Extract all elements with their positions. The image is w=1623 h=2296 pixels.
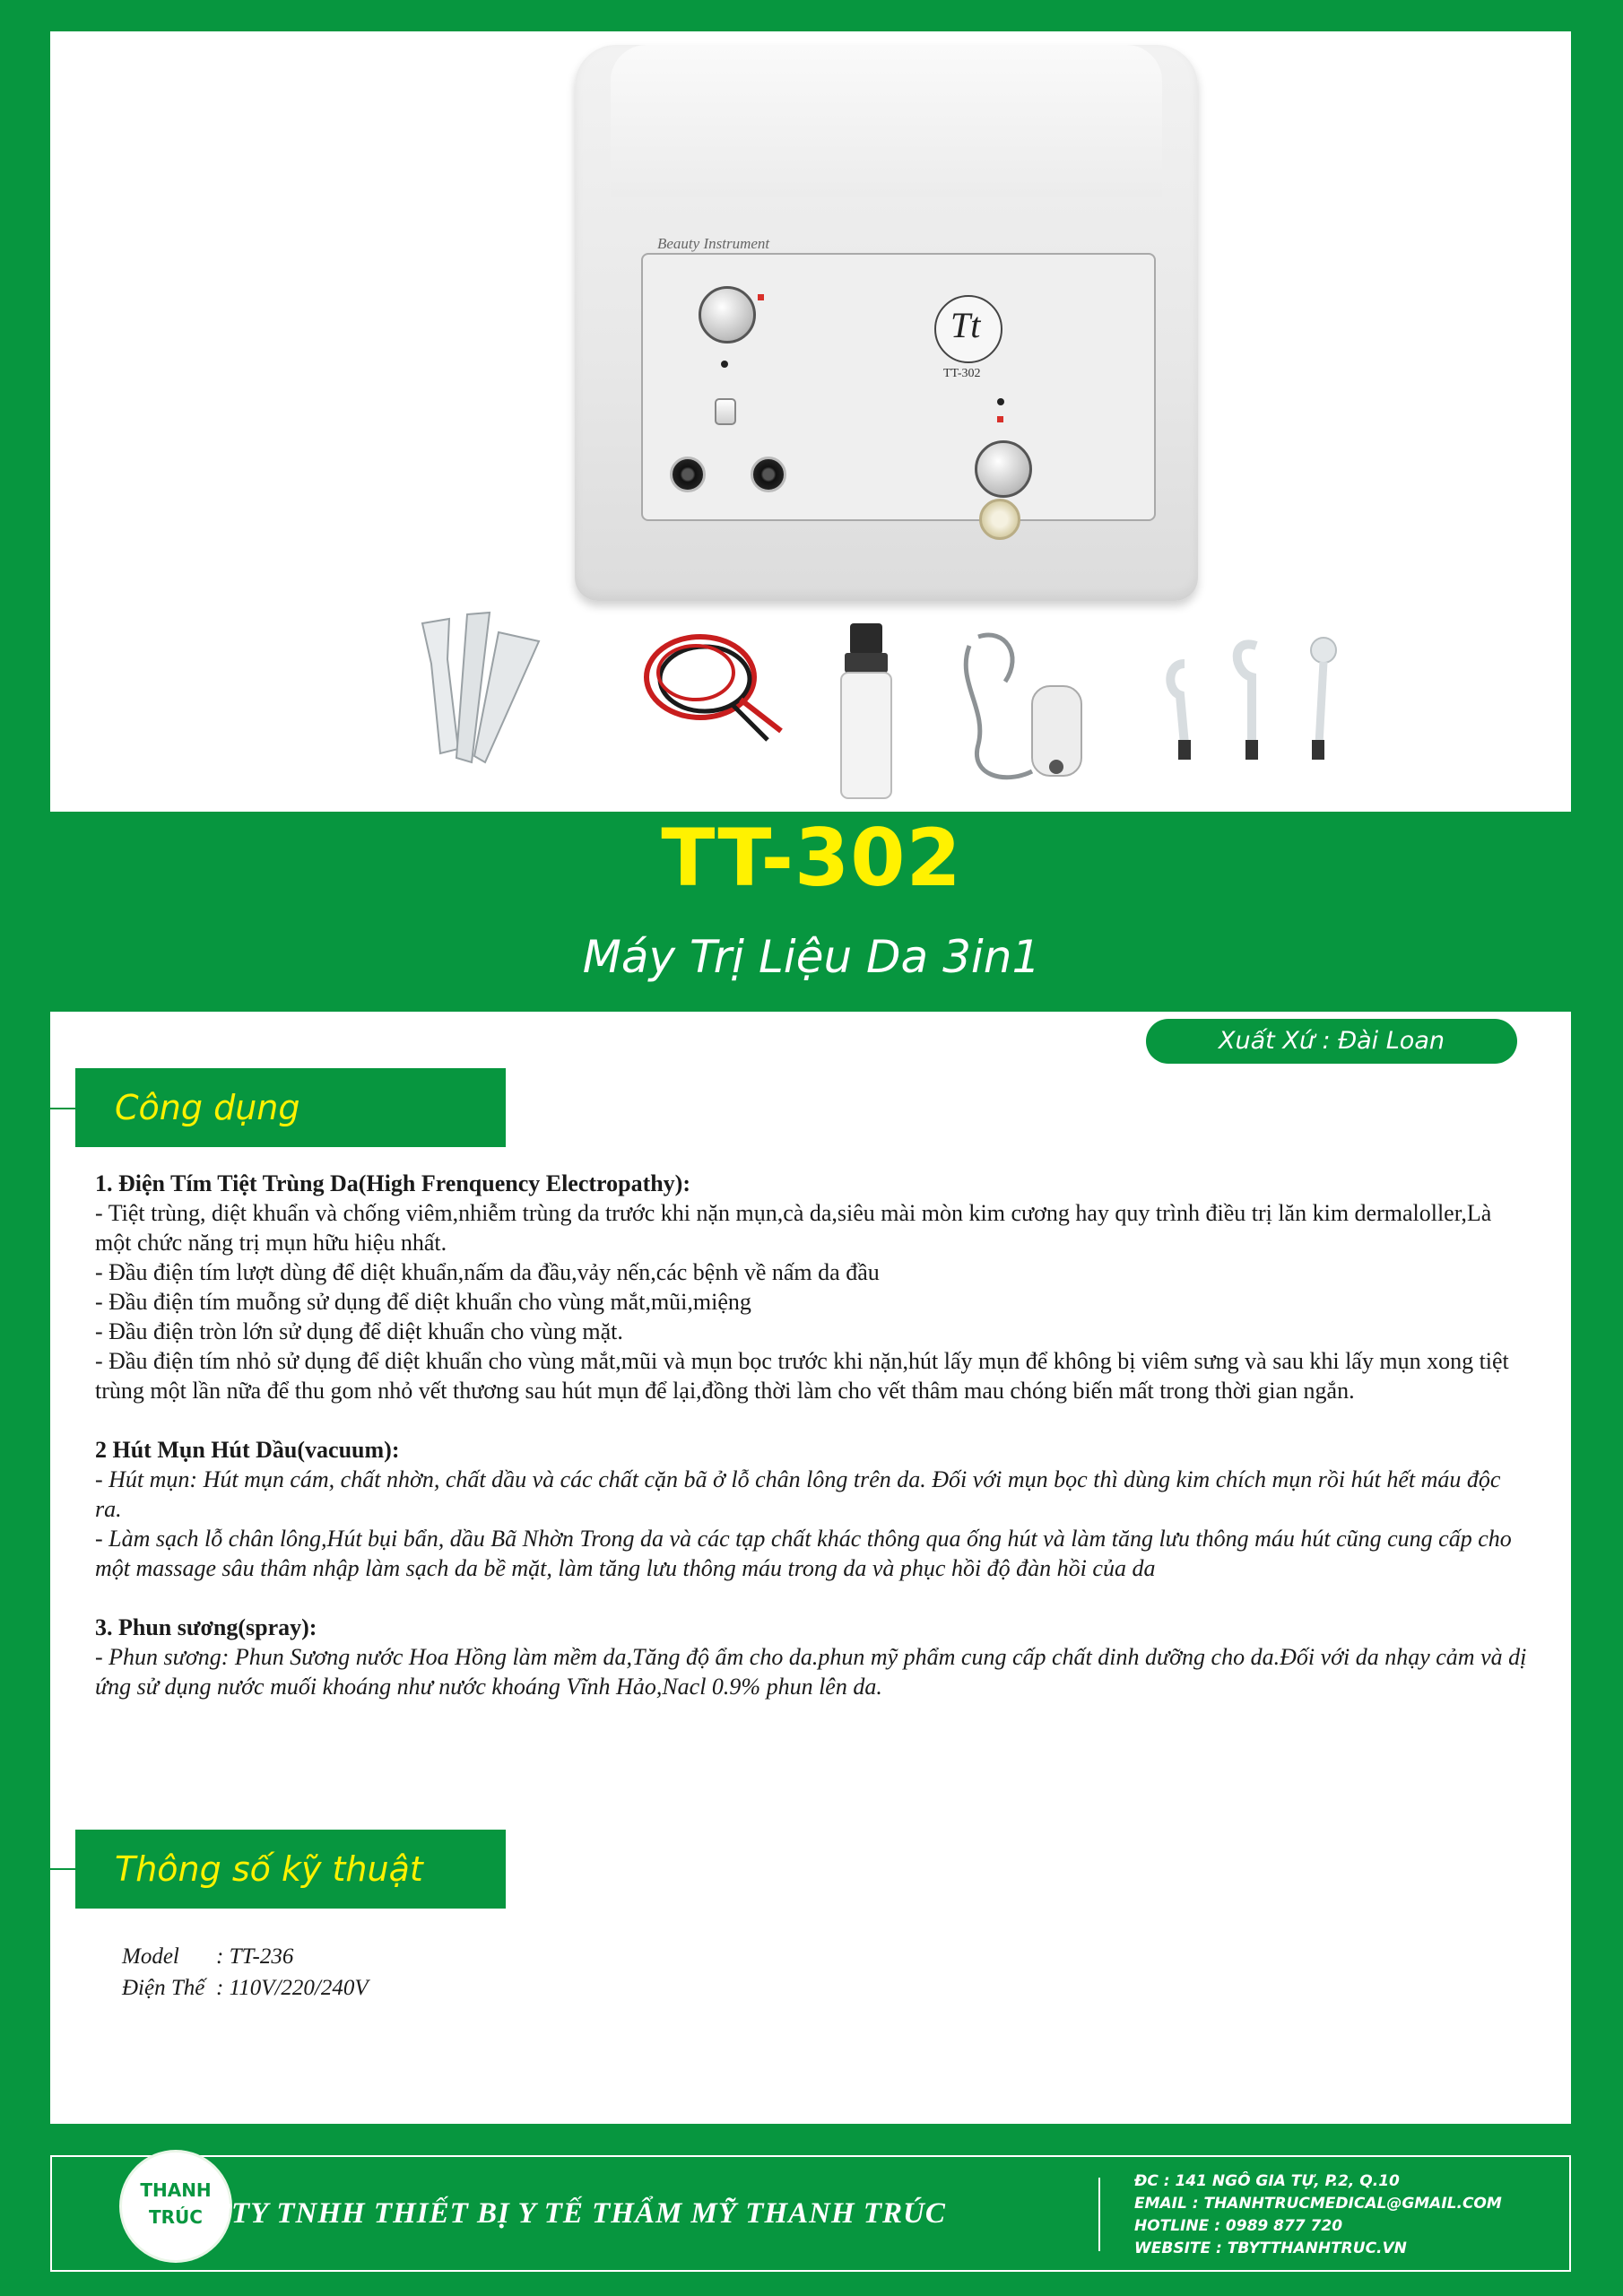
- spec-model-label: Model: [122, 1944, 179, 1969]
- spec-model-row: [122, 1944, 293, 1970]
- use-2-line: - Làm sạch lỗ chân lông,Hút bụi bẩn, dầu Bã Nhờn Trong da và các tạp chất khác thông qua ống hút và làm tăng lưu thông máu hút cũng cung cấp cho một massage sâu thâm nhập làm sạch da bề mặt, làm tăng lưu thông máu trong da và phục hồi độ đàn hồi của da: [95, 1526, 1512, 1581]
- spec-voltage-value: : 110V/220/240V: [216, 1976, 369, 2000]
- intensity-knob-right: [975, 440, 1032, 498]
- glass-electrodes-icon: [404, 605, 552, 771]
- use-3-title: 3. Phun sương(spray):: [95, 1614, 317, 1640]
- logo-line-1: THANH: [140, 2179, 212, 2201]
- product-code-title: TT-302: [661, 812, 962, 904]
- device-illustration: [575, 45, 1198, 601]
- product-photo-panel: [50, 31, 1571, 812]
- device-model-label: TT-302: [943, 367, 981, 380]
- output-jack-left: [670, 457, 706, 492]
- uses-section-header: Công dụng: [75, 1068, 506, 1147]
- electrode-tips-icon: [1149, 610, 1346, 771]
- device-top-cover: [611, 45, 1162, 197]
- footer-divider: [1098, 2178, 1100, 2251]
- use-1-line: - Tiệt trùng, diệt khuẩn và chống viêm,nhiễm trùng da trước khi nặn mụn,cà da,siêu mài mòn kim cương hay quy trình điều trị lăn kim dermaloller,Là một chức năng trị mụn hữu hiệu nhất.: [95, 1200, 1492, 1256]
- use-2-title: 2 Hút Mụn Hút Dầu(vacuum):: [95, 1437, 400, 1463]
- use-3-line: - Phun sương: Phun Sương nước Hoa Hồng làm mềm da,Tăng độ ẩm cho da.phun mỹ phẩm cung cấp chất dinh dưỡng cho da.Đối với da nhạy cảm và dị ứng sử dụng nước muối khoáng như nước khoáng Vĩnh Hảo,Nacl 0.9% phun lên da.: [95, 1644, 1527, 1700]
- contact-website: WEBSITE : TBYTTHANHTRUC.VN: [1134, 2239, 1407, 2257]
- vacuum-handpiece-icon: [951, 619, 1108, 798]
- device-brand-label: Beauty Instrument: [657, 235, 770, 252]
- contact-hotline: HOTLINE : 0989 877 720: [1134, 2217, 1343, 2235]
- device-logo-text: Tt: [950, 305, 981, 345]
- device-logo: [934, 295, 1002, 363]
- use-1-line: - Đầu điện tím nhỏ sử dụng để diệt khuẩn cho vùng mắt,mũi và mụn bọc trước khi nặn,hút lấy mụn để không bị viêm sưng và sau khi lấy mụn xong tiệt trùng một lần nữa để thu gom nhỏ vết thương sau hút mụn để lại,đồng thời làm cho vết thâm mau chóng biến mất trong thời gian ngắn.: [95, 1348, 1509, 1404]
- origin-badge: Xuất Xứ : Đài Loan: [1146, 1019, 1517, 1064]
- output-jack-right: [751, 457, 786, 492]
- content-panel: [50, 1012, 1571, 2124]
- spec-voltage-label: Điện Thế: [122, 1976, 205, 2000]
- use-1-title: 1. Điện Tím Tiệt Trùng Da(High Frenquency Electropathy):: [95, 1170, 691, 1196]
- spec-model-value: : TT-236: [216, 1944, 294, 1969]
- spec-voltage-row: [122, 1976, 369, 2001]
- device-control-panel: [641, 253, 1156, 521]
- use-1-line: - Đầu điện tím lượt dùng để diệt khuẩn,nấm da đầu,vảy nến,các bệnh về nấm da đầu: [95, 1259, 880, 1285]
- indicator-light-right: [997, 416, 1003, 422]
- indicator-dot-right: [997, 398, 1004, 405]
- spray-bottle-icon: [830, 619, 902, 807]
- product-name-subtitle: Máy Trị Liệu Da 3in1: [582, 931, 1041, 983]
- mode-switch: [715, 398, 736, 425]
- specs-section-header: Thông số kỹ thuật: [75, 1830, 506, 1909]
- company-name: CTY TNHH THIẾT BỊ Y TẾ THẨM MỸ THANH TRÚC: [211, 2197, 946, 2230]
- use-1-line: - Đầu điện tím muỗng sử dụng để diệt khuẩn cho vùng mắt,mũi,miệng: [95, 1289, 751, 1315]
- logo-line-2: TRÚC: [149, 2206, 203, 2228]
- use-2-line: - Hút mụn: Hút mụn cám, chất nhờn, chất dầu và các chất cặn bã ở lỗ chân lông trên da. Đối với mụn bọc thì dùng kim chích mụn rồi hút hết máu độc ra.: [95, 1466, 1501, 1522]
- spray-socket: [979, 499, 1020, 540]
- uses-text-block: [95, 1169, 1530, 1701]
- contact-address: ĐC : 141 NGÔ GIA TỰ, P.2, Q.10: [1134, 2172, 1400, 2190]
- indicator-dot: [721, 361, 728, 368]
- indicator-light: [758, 294, 764, 300]
- contact-email: EMAIL : THANHTRUCMEDICAL@GMAIL.COM: [1134, 2195, 1502, 2213]
- electrode-cable-icon: [633, 614, 790, 758]
- contact-block: [1134, 2170, 1502, 2260]
- use-1-line: - Đầu điện tròn lớn sử dụng để diệt khuẩn cho vùng mặt.: [95, 1318, 623, 1344]
- intensity-knob-left: [699, 286, 756, 344]
